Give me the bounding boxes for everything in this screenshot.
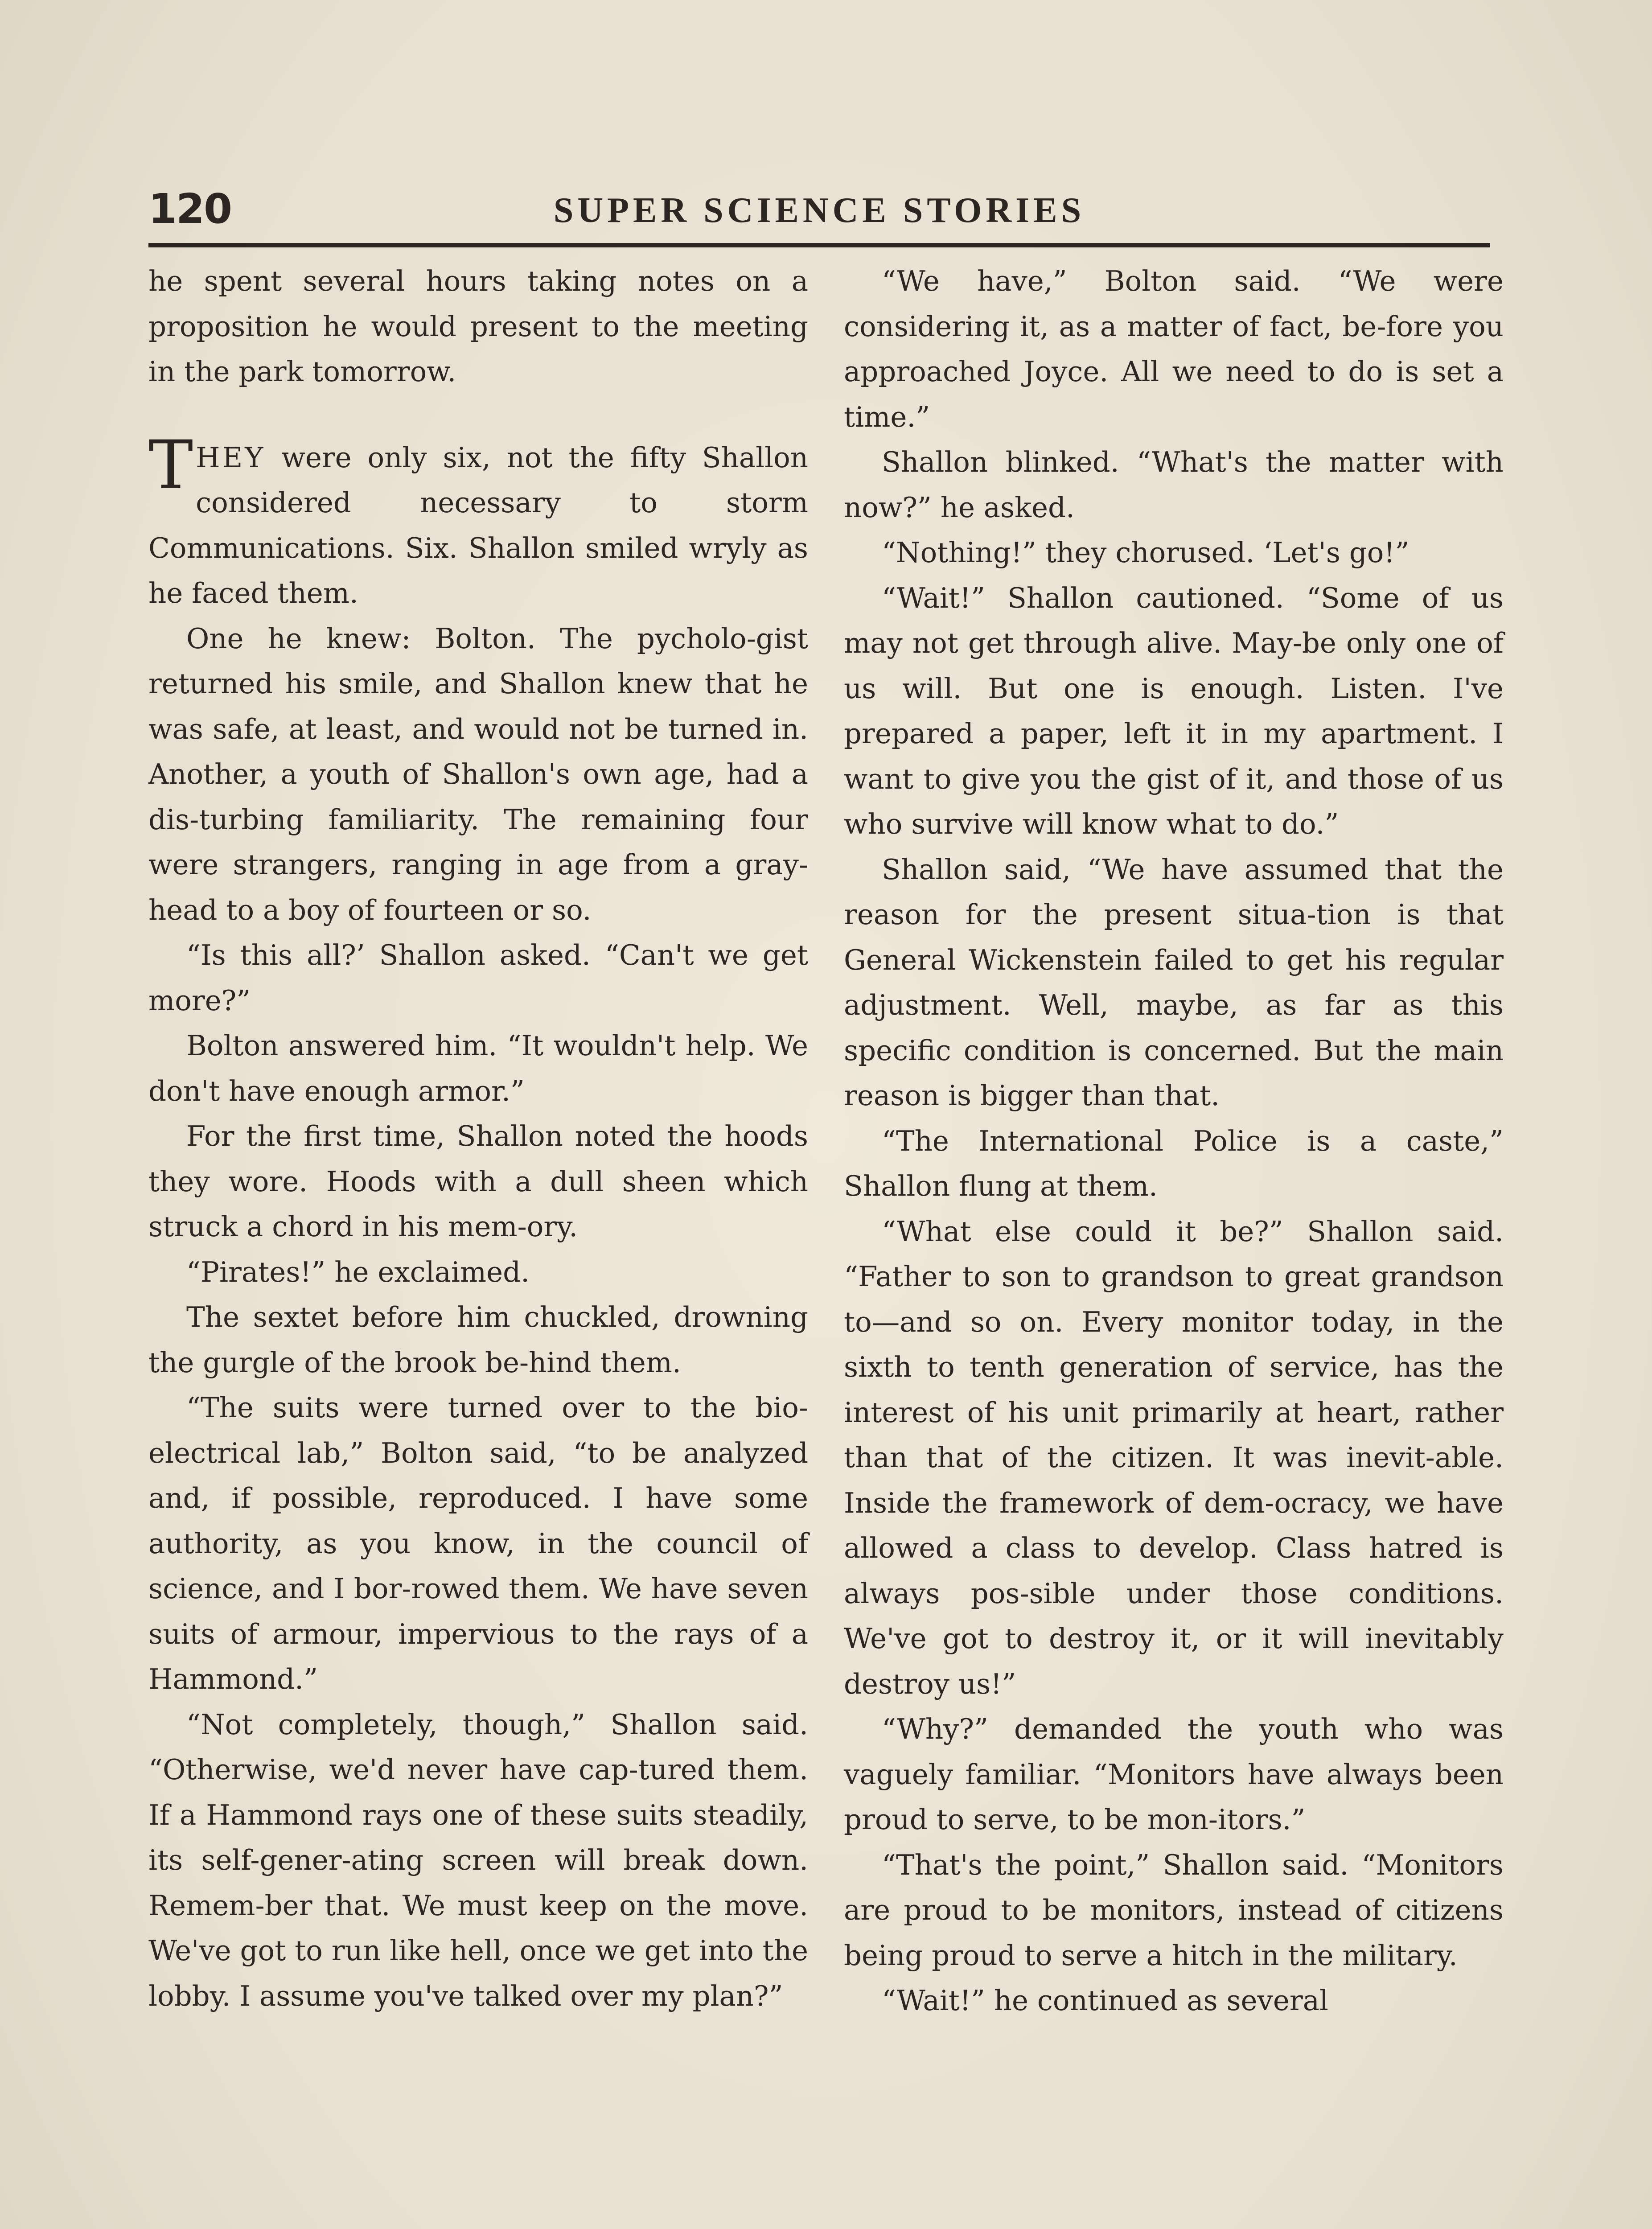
- paragraph: “The International Police is a caste,” Shallon flung at them.: [844, 1124, 1504, 1202]
- paragraph: he spent several hours taking notes on a proposition he would present to the meeting in the park tomorrow.: [148, 265, 808, 388]
- page-number: 120: [148, 185, 232, 233]
- paragraph: “Why?” demanded the youth who was vaguely familiar. “Monitors have always been proud to serve, to be mon-itors.”: [844, 1713, 1504, 1836]
- section-break: [148, 395, 808, 435]
- paragraph-text: were only six, not the fifty Shallon considered necessary to storm Communications. Six. Shallon smiled wryly as he faced them.: [148, 441, 808, 609]
- paragraph: “Not completely, though,” Shallon said. “Otherwise, we'd never have cap-tured them. If a Hammond rays one of these suits steadily, its self-gener-ating screen will break down. Remem-ber that. We must keep on the move. We've got to run like hell, once we get into the lobby. I assume you've talked over my plan?”: [148, 1708, 808, 2012]
- header-rule: [148, 243, 1490, 247]
- page-header: [148, 185, 1490, 243]
- lead-word: HEY: [196, 441, 266, 474]
- right-column: [844, 259, 1504, 2023]
- paragraph: Bolton answered him. “It wouldn't help. We don't have enough armor.”: [148, 1029, 808, 1107]
- paragraph: For the first time, Shallon noted the hoods they wore. Hoods with a dull sheen which struck a chord in his mem-ory.: [148, 1120, 808, 1243]
- paragraph: “Pirates!” he exclaimed.: [186, 1255, 530, 1288]
- paragraph: “Wait!” he continued as several: [882, 1984, 1328, 2017]
- paragraph: “Is this all?’ Shallon asked. “Can't we get more?”: [148, 939, 808, 1017]
- paragraph: Shallon said, “We have assumed that the reason for the present situa-tion is that General Wickenstein failed to get his regular adjustment. Well, maybe, as far as this specific condition is concerned. But the main reason is bigger than that.: [844, 853, 1504, 1112]
- paragraph: “Wait!” Shallon cautioned. “Some of us may not get through alive. May-be only one of us will. But one is enough. Listen. I've prepared a paper, left it in my apartment. I want to give you the gist of it, and those of us who survive will know what to do.”: [844, 581, 1504, 840]
- paragraph: “What else could it be?” Shallon said. “Father to son to grandson to great grandson to—and so on. Every monitor today, in the sixth to tenth generation of service, has the interest of his unit primarily at heart, rather than that of the citizen. It was inevit-able. Inside the framework of dem-ocracy, we have allowed a class to develop. Class hatred is always pos-sible under those conditions. We've got to destroy it, or it will inevitably destroy us!”: [844, 1215, 1504, 1700]
- paragraph: Shallon blinked. “What's the matter with now?” he asked.: [844, 446, 1504, 524]
- chapter-opening-paragraph: [148, 426, 808, 616]
- paragraph: “We have,” Bolton said. “We were considering it, as a matter of fact, be-fore you approached Joyce. All we need to do is set a time.”: [844, 265, 1504, 433]
- drop-cap: T: [148, 426, 193, 504]
- running-head: SUPER SCIENCE STORIES: [553, 191, 1085, 230]
- paragraph: One he knew: Bolton. The pycholo-gist returned his smile, and Shallon knew that he was safe, at least, and would not be turned in. Another, a youth of Shallon's own age, had a dis-turbing familiarity. The remaining four were strangers, ranging in age from a gray-head to a boy of fourteen or so.: [148, 622, 808, 926]
- paragraph: “The suits were turned over to the bio-electrical lab,” Bolton said, “to be analyzed and, if possible, reproduced. I have some authority, as you know, in the council of science, and I bor-rowed them. We have seven suits of armour, impervious to the rays of a Hammond.”: [148, 1391, 808, 1695]
- paragraph: “That's the point,” Shallon said. “Monitors are proud to be monitors, instead of citizens being proud to serve a hitch in the military.: [844, 1848, 1504, 1972]
- paragraph: “Nothing!” they chorused. ‘Let's go!”: [882, 536, 1410, 569]
- left-column: [148, 259, 808, 2019]
- paragraph: The sextet before him chuckled, drowning the gurgle of the brook be-hind them.: [148, 1301, 808, 1379]
